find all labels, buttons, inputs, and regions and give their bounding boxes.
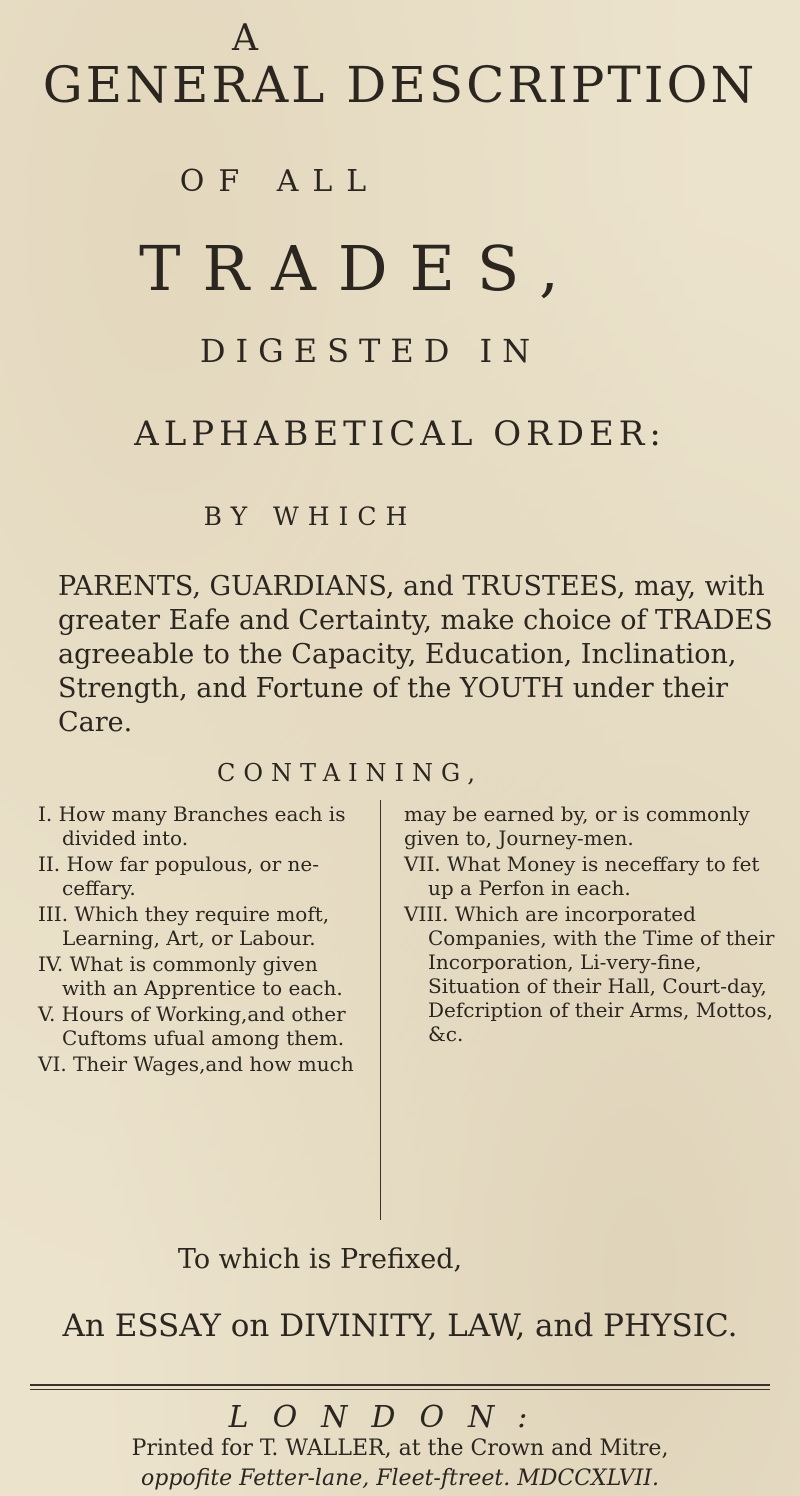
title-trades: TRADES, xyxy=(139,232,581,305)
contents-item: V. Hours of Working,and other Cuftoms ufual among them. xyxy=(38,1002,346,1050)
column-divider xyxy=(380,800,381,1220)
contents-item: I. How many Branches each is divided into. xyxy=(38,802,346,850)
contents-item: VIII. Which are incorporated Companies, with the Time of their Incorporation, Li-very-fine, Situation of their Hall, Court-day, Defcription of their Arms, Mottos, &c. xyxy=(404,902,775,1046)
imprint-city: LONDON: xyxy=(228,1400,552,1435)
contents-item: may be earned by, or is commonly given to, Journey-men. xyxy=(404,802,750,850)
contents-item: III. Which they require moft, Learning, Art, or Labour. xyxy=(38,902,330,950)
contents-right-column xyxy=(404,802,778,1048)
containing-heading: CONTAINING, xyxy=(217,759,483,787)
divider-rule-thin xyxy=(30,1389,770,1391)
imprint-printer: Printed for T. WALLER, at the Crown and Mitre, xyxy=(131,1436,669,1461)
contents-item: IV. What is commonly given with an Apprentice to each. xyxy=(38,952,343,1000)
title-by-which: BY WHICH xyxy=(203,502,417,531)
contents-left-column xyxy=(38,802,368,1078)
intro-paragraph: PARENTS, GUARDIANS, and TRUSTEES, may, with greater Eafe and Certainty, make choice of TRADES agreeable to the Capacity, Education, Inclination, Strength, and Fortune of the YOUTH under their Care. xyxy=(58,571,773,738)
contents-item: II. How far populous, or ne-ceffary. xyxy=(38,852,319,900)
title-digested-in: DIGESTED IN xyxy=(199,332,541,370)
divider-rule xyxy=(30,1384,770,1387)
title-general-description: GENERAL DESCRIPTION xyxy=(42,56,758,114)
title-article: A xyxy=(232,18,258,59)
contents-item: VI. Their Wages,and how much xyxy=(38,1052,354,1076)
title-of-all: OF ALL xyxy=(179,164,381,199)
prefixed-line: To which is Prefixed, xyxy=(177,1244,463,1275)
title-alphabetical-order: ALPHABETICAL ORDER: xyxy=(134,414,666,454)
contents-item: VII. What Money is neceffary to fet up a Perfon in each. xyxy=(404,852,760,900)
essay-line: An ESSAY on DIVINITY, LAW, and PHYSIC. xyxy=(62,1308,738,1344)
imprint-address: oppofite Fetter-lane, Fleet-ftreet. MDCCXLVII. xyxy=(141,1466,659,1491)
